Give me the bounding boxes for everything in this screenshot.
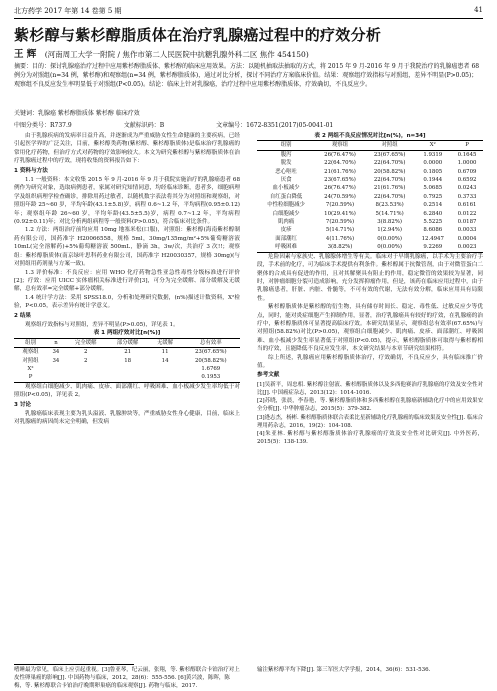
author-line: [14, 46, 309, 60]
table2-cell: 0.0243: [457, 185, 477, 192]
table2-cell: 0(0.00%): [365, 243, 415, 252]
table-2-header-cell: 对照组: [365, 141, 415, 150]
reference-item: [2]苏晓，张晨，李春艳，等. 紫杉醇脂质体和多西紫杉醇在乳腺癌新辅助化疗中的应用效果安全分析[J]. 中华肿瘤杂志，2015(5)：379-382.: [257, 398, 483, 413]
table2-cell: 22(64.70%): [324, 160, 356, 167]
table2-cell: 中性粒细胞减少: [267, 202, 305, 209]
right-column: [257, 132, 483, 446]
table2-cell: 5(14.71%): [325, 227, 355, 234]
table1-cell: [47, 365, 65, 373]
table-1-caption: 表 1 两组疗效对比[n(%)]: [93, 330, 161, 337]
table2-cell: 26(76.47%): [324, 151, 356, 158]
table2-row: [257, 176, 483, 184]
footer-rule: [14, 664, 134, 665]
table-2-caption: 表 2 两组不良反应情况对比[n(%)，n=34]: [314, 133, 426, 139]
left-column: [14, 132, 240, 427]
journal-info: 北方药学 2017 年第 14 卷第 5 期: [14, 7, 122, 15]
table2-cell: 24(70.59%): [324, 193, 356, 200]
table2-cell: 21(61.76%): [324, 168, 356, 175]
section-1-3: 1.3 评价标准：不良反应：应用 WHO 化疗药物急性亚急性毒性分级标准进行评价[2]；疗效：应用 UICC 实体瘤相关标准进行评价[3]，可分为完全缓解、部分缓解及无缓解，总有效率=完全缓解+部分缓解。: [14, 269, 240, 293]
table1-cell: [65, 365, 107, 373]
table-1-header-cell: 组别: [14, 338, 47, 347]
footer-right: 输注紫杉醇平均下降[J]. 第三军医大学学报，2014，36(6)：531-536.: [257, 667, 431, 673]
table1-cell: 观察组: [22, 349, 39, 356]
section-heading-3: 3 讨论: [14, 401, 32, 408]
table1-cell: 20(58.82%): [195, 357, 227, 364]
table2-cell: 厌食: [280, 177, 292, 184]
table2-cell: 呼吸困难: [257, 243, 315, 252]
table2-row: [257, 184, 483, 192]
table2-cell: 0.2514: [423, 202, 443, 209]
table2-cell: 恶心呕吐: [275, 168, 297, 175]
table2-cell: 0.0122: [457, 210, 477, 217]
table2-cell: 0.3733: [457, 193, 477, 200]
section-1-2: 1.2 方法：两组治疗前均应用 10mg 地塞米松(口服)，对照组：紫杉醇(海南紫杉醇制药有限公司，国药准字 H20066558，规格 5ml，30mg/135mg/m²+5%葡萄糖溶液 10mL(完全溶解药)+5%葡萄糖溶液 500mL，静滴 3h，3w/次，共治疗 3 次!!；观察组：紫杉醇脂质体(南京绿叶思科药业有限公司，国药准字 H20030357，规格 30mg)(与对照组用药剂量与方案一致)。: [14, 227, 240, 268]
table2-cell: 腹泻: [280, 151, 292, 158]
section-1-4: 1.4 统计学方法：采用 SPSS18.0，分析和处理研究数据，(n%)描述计数资料，X²检验，P<0.05，表示差异有统计学意义。: [14, 294, 240, 310]
table2-row: [257, 201, 483, 209]
table2-cell: 5(14.71%): [375, 210, 404, 217]
author-affiliation: (河南周工大学一附院 / 焦作市第二人民医院中抗糖乳腺外科二区 焦作 454150): [44, 50, 309, 59]
table1-cell: 21: [124, 349, 132, 356]
keywords: 关键词：乳腺癌 紫杉醇脂质体 紫杉醇 临床疗效: [14, 110, 140, 117]
section-1-1: 1.1 一般资料：本文收集 2015 年 9 月-2016 年 9 月于我院实施治疗的乳腺癌患者 68 例作为研究对象，选取病例患者，家属对研究知情同意，均经临床诊断，患者多，细胞病理学及组织病理学检查确诊，排除用药过敏者，以随机数字表法将其分为对照组和观察组，对照组年龄 25~60 岁，平均年龄(43.1±5.8)岁，病程 0.6~1.2 年，平均病程(0.95±0.12)年；观察组年龄 26~60 岁，平均年龄(43.5±5.5)岁，病程 0.7~1.2 年，平均病程(0.92±0.11)年；对比分析两组病程等一般资料(P>0.05)，符合临床对比条件。: [14, 177, 240, 226]
abstract: 摘要：目的：探讨乳腺癌治疗过程中应用紫杉醇脂质体、紫杉醇的临床应用效果。方法：以随机抽取法抽取的方式，将 2015 年 9 月-2016 年 9 月于我院治疗的乳腺癌患者 68 例分为对照组(n=34 例，紫杉醇)和观察组(n=34 例，紫杉醇脂质体)，通过对比分析，探讨不同治疗方案临床价值。结果：观察组疗效指标与对照组，差异不明显(P>0.05)；观察组不良反应发生率明显低于对照组(P<0.05)。结论：临床上针对乳腺癌，治疗过程中应用紫杉醇脂质体，疗效确切，不良反应少。: [14, 63, 480, 88]
header-rule: [14, 18, 483, 19]
table1-cell: 11: [161, 349, 169, 356]
table2-cell: 7(20.59%): [325, 202, 355, 209]
discussion-paragraph-2: 紫杉醇脂质体是紫杉醇的衍生物，具有储存时间长、稳定、毒性低、过敏反应少等优点，同时，能对炎症细胞产生抑制作用，显著，治疗乳腺癌具有较好的疗效，在乳腺癌的治疗中，紫杉醇脂质体可显著提高临床疗效。本研究结果显示，观察组总有效率(67.65%)与对照组(58.82%)对比(P>0.05)，观察组白细胞减少、肌肉痛、皮疹、面部潮红、呼吸困难、血小板减少发生率显著低于对照组(P<0.05)，提示，紫杉醇脂质体可取得与紫杉醇相当的疗效，且能降低不良反应发生率，本文研究结果与本章节研究结果相符。: [257, 304, 483, 353]
table2-cell: 0.6709: [457, 168, 477, 175]
reference-item: [1]吴新平，周忠相. 紫杉醇注射液、紫杉醇脂质体以及多西他赛治疗乳腺癌的疗效及安全性对比[J]. 中国癌症杂志，2013(12)：1014-1016.: [257, 381, 483, 396]
table2-row: [257, 226, 483, 234]
author-name: 王 辉: [14, 49, 37, 60]
table1-cell: 18: [124, 357, 132, 364]
table2-cell: 5.5225: [423, 219, 443, 226]
table2-cell: 6.2840: [423, 210, 443, 217]
table2-row: [257, 235, 483, 243]
footer-left: 嗜睡最为常见，临床上应引起重视。[3]鲁亚琴，纪云丽，张翔，等. 紫杉醇联合卡铂治疗对上皮性卵巢癌的影响[J]. 中国药物与临床，2012，28(6)：555-556. [6]黄兴波，陈晖，陈梅，等. 紫杉醇联合卡铂治疗晚期卵巢癌的临床观察[J]. 药物与临床，2017.: [14, 667, 240, 689]
table2-cell: 22(64.70%): [373, 160, 406, 167]
table1-cell: X²: [27, 365, 34, 372]
table2-cell: 0.0000: [423, 160, 443, 167]
table2-cell: 1(2.94%): [377, 227, 403, 234]
intro-paragraph: 由于乳腺疾病的发病率日益升高，并逐渐成为严重威胁女性生命健康的主要疾病，已经引起医学界的广泛关注，目前，紫杉醇类药物(紫杉醇、紫杉醇脂质体)是临床治疗乳腺癌的常用化疗药物，但治疗方式对药物的疗效影响较大。本文为研究紫杉醇与紫杉醇脂质体在治疗乳腺癌过程中的疗效，现将收集的资料报告如下：: [14, 133, 240, 165]
table2-cell: 23(67.65%): [324, 177, 356, 184]
table1-cell: 14: [161, 357, 169, 364]
table1-row: [14, 348, 240, 357]
article-number: 文章编号：1672-8351(2017)05-0041-01: [216, 122, 334, 129]
table1-cell: 2: [84, 349, 88, 356]
table-2-header-row: [257, 141, 483, 150]
table2-cell: 0.7925: [423, 193, 443, 200]
table2-cell: 0.1805: [423, 168, 443, 175]
table1-cell: 1.6769: [201, 365, 221, 372]
section-2-1: 观察组疗效指标与对照组，差异不明显(P>0.05)，详见表 1。: [25, 321, 179, 328]
page-number: 41: [474, 6, 483, 14]
table2-cell: 血小板减少: [272, 185, 300, 192]
table2-cell: 0.0023: [451, 243, 483, 252]
table-2-header-cell: X²: [414, 141, 451, 150]
table1-cell: [149, 373, 182, 382]
reference-item: [4]朱亚林. 紫杉醇与紫杉醇脂质体治疗乳腺癌的疗效及安全性对比研究[J]. 中外医药，2015(5)：138-139.: [257, 431, 483, 446]
section-2-2: 观察组白细胞减少、肌肉痛、皮疹、面部潮红、呼吸困难、血小板减少发生率均低于对照组(P<0.05)，详见表 2。: [14, 383, 240, 399]
table2-row: [257, 150, 483, 159]
table1-cell: [107, 365, 149, 373]
table2-cell: 12.4947: [421, 235, 444, 242]
table1-cell: 34: [52, 349, 60, 356]
table2-row: [257, 243, 483, 252]
table1-cell: 对照组: [22, 357, 39, 364]
table-1: [14, 338, 240, 383]
running-header: [14, 6, 483, 18]
table-2-header-cell: 组别: [257, 141, 315, 150]
table2-cell: 1.9319: [423, 151, 443, 158]
table2-cell: 0(0.00%): [377, 235, 403, 242]
table2-cell: 22(64.70%): [373, 193, 406, 200]
table1-row: [14, 373, 240, 382]
table2-cell: 23(67.65%): [373, 151, 406, 158]
table2-cell: 20(58.82%): [373, 168, 406, 175]
table2-cell: 脱发: [280, 160, 292, 167]
reference-list: [257, 381, 483, 447]
table2-cell: 0.1944: [423, 177, 443, 184]
table1-cell: [107, 373, 149, 382]
table2-row: [257, 193, 483, 201]
table2-cell: 0.0004: [457, 235, 477, 242]
table1-cell: [47, 373, 65, 382]
table1-cell: [149, 365, 182, 373]
table2-cell: 皮疹: [280, 227, 292, 234]
table2-cell: 自红蛋白降低: [269, 193, 303, 200]
table2-cell: 肌肉痛: [277, 219, 295, 226]
table2-cell: 22(64.70%): [373, 177, 406, 184]
table-1-header-cell: 无缓解: [149, 338, 182, 347]
table2-cell: 0.1645: [457, 151, 477, 158]
document-code: 文献标识码：B: [123, 122, 165, 129]
table1-cell: [65, 373, 107, 382]
table2-row: [257, 218, 483, 226]
table2-cell: 10(29.41%): [324, 210, 356, 217]
table2-row: [257, 159, 483, 167]
table2-cell: 9.2269: [414, 243, 451, 252]
table2-row: [257, 210, 483, 218]
table2-cell: 5.0685: [423, 185, 443, 192]
table2-cell: 4(11.76%): [325, 235, 355, 242]
table1-row: [14, 357, 240, 365]
table2-cell: 0.0033: [457, 227, 477, 234]
section-heading-2: 2 结果: [14, 312, 32, 319]
table2-cell: 白细胞减少: [272, 210, 300, 217]
table1-cell: 23(67.65%): [195, 349, 227, 356]
table2-cell: 0.0187: [457, 219, 477, 226]
article-title: 紫杉醇与紫杉醇脂质体在治疗乳腺癌过程中的疗效分析: [14, 26, 382, 44]
conclusion-paragraph: 综上所述，乳腺癌应用紫杉醇脂质体治疗，疗效确切，不良反应少，具有临床推广价值。: [257, 354, 483, 369]
table2-cell: 8.6086: [423, 227, 443, 234]
table2-cell: 0.6161: [457, 202, 477, 209]
table1-cell: 0.1953: [182, 373, 240, 382]
table-1-header-cell: n: [47, 338, 65, 347]
table2-cell: 面部潮红: [275, 235, 297, 242]
table1-cell: 2: [84, 357, 88, 364]
article-meta: [14, 120, 483, 129]
table2-cell: 3(8.82%): [315, 243, 365, 252]
table2-cell: 1.0000: [457, 160, 477, 167]
section-3-1: 乳腺癌临床表现主要为乳头溢液、乳腺肿块等，严重威胁女性身心健康，目前，临床上对乳腺癌的病因尚未完全明确，但发病: [14, 411, 240, 426]
table-1-header-cell: 完全缓解: [65, 338, 107, 347]
table2-cell: 7(20.59%): [325, 219, 355, 226]
table1-cell: 34: [52, 357, 60, 364]
table2-cell: 0.6592: [457, 177, 477, 184]
table-1-header-cell: 部分缓解: [107, 338, 149, 347]
table2-row: [257, 168, 483, 176]
table1-cell: P: [14, 373, 47, 382]
table2-cell: 3(8.82%): [377, 219, 403, 226]
table-2-header-cell: P: [451, 141, 483, 150]
table2-cell: 26(76.47%): [324, 185, 356, 192]
table-2-header-cell: 观察组: [315, 141, 365, 150]
table1-row: [14, 365, 240, 373]
clc-number: 中图分类号：R737.9: [14, 122, 72, 129]
reference-item: [3]逄志杰，杨彬. 紫杉醇脂质体联合表柔比星新辅助化疗乳腺癌的临床效果及安全性[J]. 临床合理用药杂志，2016，19(2)：104-108.: [257, 414, 483, 429]
discussion-paragraph-1: 危险因素与家族史、乳腺腺体增生等有关。临床对于早期乳腺癌，以手术为主要治疗手段，手术前的化疗，可为临床手术提供有利条件。紫杉醇属于抗微管剂，由于对微管蛋白二聚体的合成具有促进的作用，且对其解聚具有阻止的作用，稳定微管的效果较为显著，同时，对肿瘤细胞分裂可造成影响，充分发挥抑瘤作用，但是，该药在临床应用过程中，由于乳腺癌患者，肝脏、内脏、骨髓等，不可有效的代谢，无法有效分解，临床应用具有局限性。: [257, 253, 483, 302]
table-1-header-row: [14, 338, 240, 347]
table2-cell: 8(23.53%): [375, 202, 404, 209]
table-2: [257, 140, 483, 252]
references-heading: 参考文献: [257, 372, 280, 379]
table2-cell: 21(61.76%): [373, 185, 406, 192]
table-1-header-cell: 总有效率: [182, 338, 240, 347]
section-heading-1: 1 资料与方法: [14, 167, 48, 174]
